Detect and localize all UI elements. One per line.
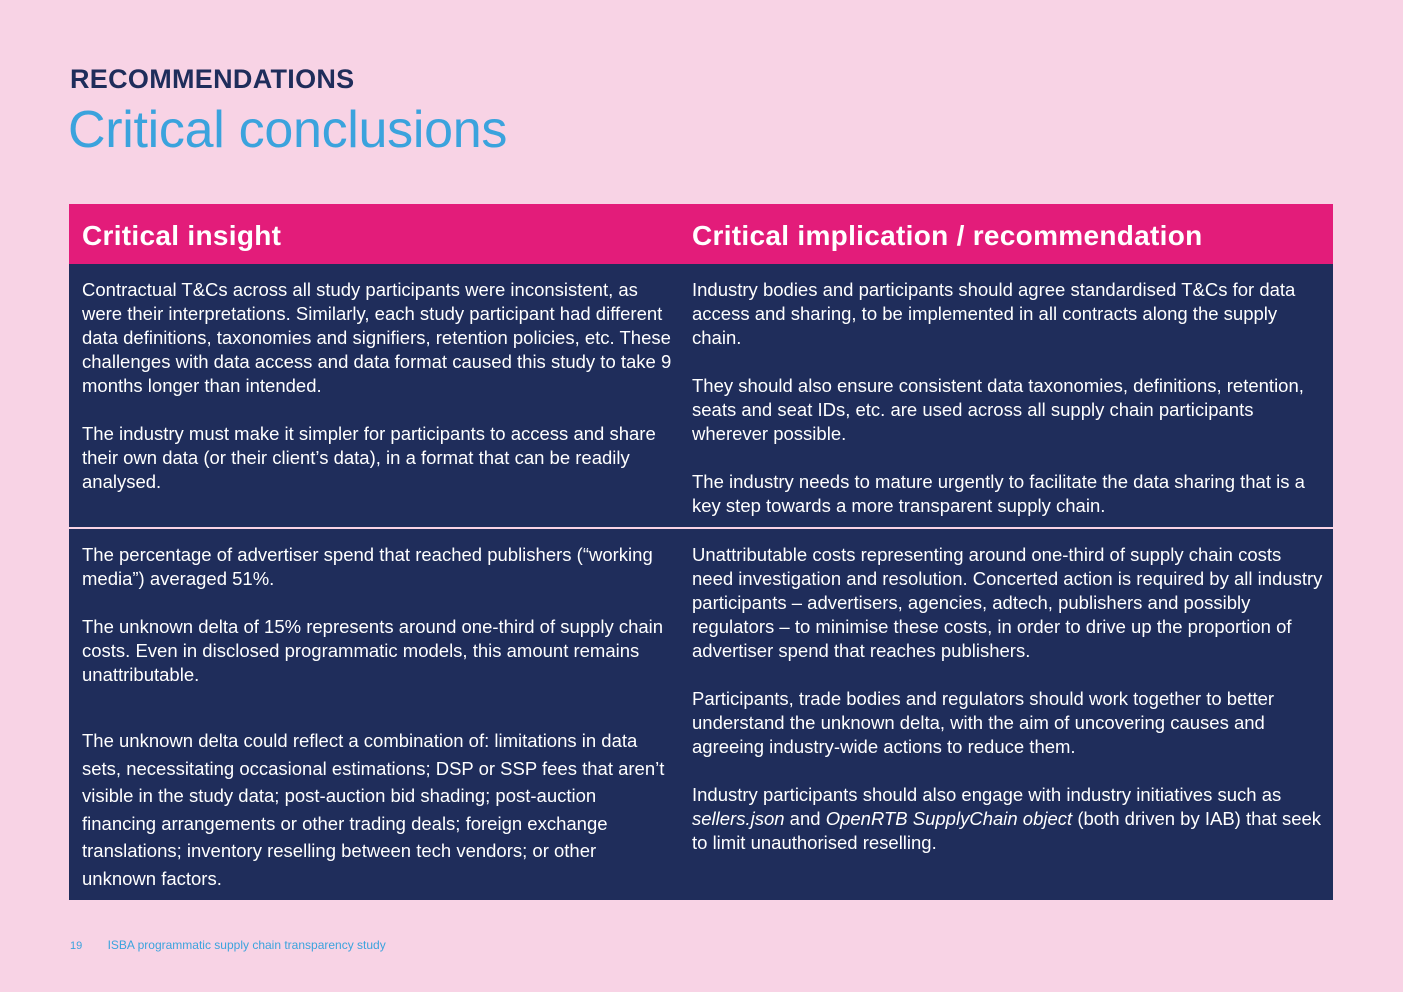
openrtb-supplychain-term: OpenRTB SupplyChain object [825, 808, 1073, 829]
insight-cell [82, 278, 672, 518]
implication-paragraph: Unattributable costs representing around one-third of supply chain costs need investigation and resolution. Concerted action is required by all industry participants – advertisers, agencies, adtech, publishers and possibly regulators – to minimise these costs, in order to drive up the proportion of advertiser spend that reaches publishers. [692, 544, 1323, 661]
implication-paragraph: The industry needs to mature urgently to facilitate the data sharing that is a key step towards a more transparent supply chain. [692, 471, 1305, 516]
insight-paragraph: Contractual T&Cs across all study participants were inconsistent, as were their interpretations. Similarly, each study participant had different data definitions, taxonomies and signifiers, retention policies, etc. These challenges with data access and data format caused this study to take 9 months longer than intended. [82, 279, 672, 396]
implication-text: (both driven by IAB) that seek to limit unauthorised reselling. [692, 808, 1322, 853]
insight-cell [82, 543, 672, 916]
insight-paragraph: The industry must make it simpler for participants to access and share their own data (or their client’s data), in a format that can be readily analysed. [82, 423, 656, 492]
page-footer [70, 938, 386, 952]
insight-paragraph: The unknown delta could reflect a combination of: limitations in data sets, necessitating occasional estimations; DSP or SSP fees that aren’t visible in the study data; post-auction bid shading; post-auction financing arrangements or other trading deals; foreign exchange translations; inventory reselling between tech vendors; or other unknown factors. [82, 730, 665, 889]
footer-text: ISBA programmatic supply chain transparency study [107, 938, 386, 952]
implication-text: and [784, 808, 826, 829]
column-header-insight: Critical insight [82, 220, 282, 251]
implication-cell [692, 278, 1327, 542]
conclusions-table [69, 204, 1333, 900]
insight-paragraph: The percentage of advertiser spend that reached publishers (“working media”) averaged 51%. [82, 544, 653, 589]
sellers-json-term: sellers.json [692, 808, 785, 829]
implication-cell [692, 543, 1327, 879]
eyebrow-heading: RECOMMENDATIONS [70, 64, 355, 94]
implication-paragraph: Participants, trade bodies and regulators should work together to better understand the unknown delta, with the aim of uncovering causes and agreeing industry-wide actions to reduce them. [692, 688, 1275, 757]
implication-paragraph: They should also ensure consistent data taxonomies, definitions, retention, seats and seat IDs, etc. are used across all supply chain participants wherever possible. [692, 375, 1304, 444]
implication-text: Industry participants should also engage with industry initiatives such as [692, 784, 1282, 805]
insight-paragraph: The unknown delta of 15% represents around one-third of supply chain costs. Even in disclosed programmatic models, this amount remains unattributable. [82, 616, 664, 685]
column-header-implication: Critical implication / recommendation [692, 220, 1203, 251]
implication-paragraph: Industry bodies and participants should agree standardised T&Cs for data access and sharing, to be implemented in all contracts along the supply chain. [692, 279, 1296, 348]
page-number: 19 [70, 940, 83, 952]
page-title: Critical conclusions [68, 101, 508, 159]
table-row [69, 529, 1333, 900]
table-row [69, 264, 1333, 527]
implication-paragraph [692, 783, 1327, 855]
table-header-row [69, 204, 1333, 264]
